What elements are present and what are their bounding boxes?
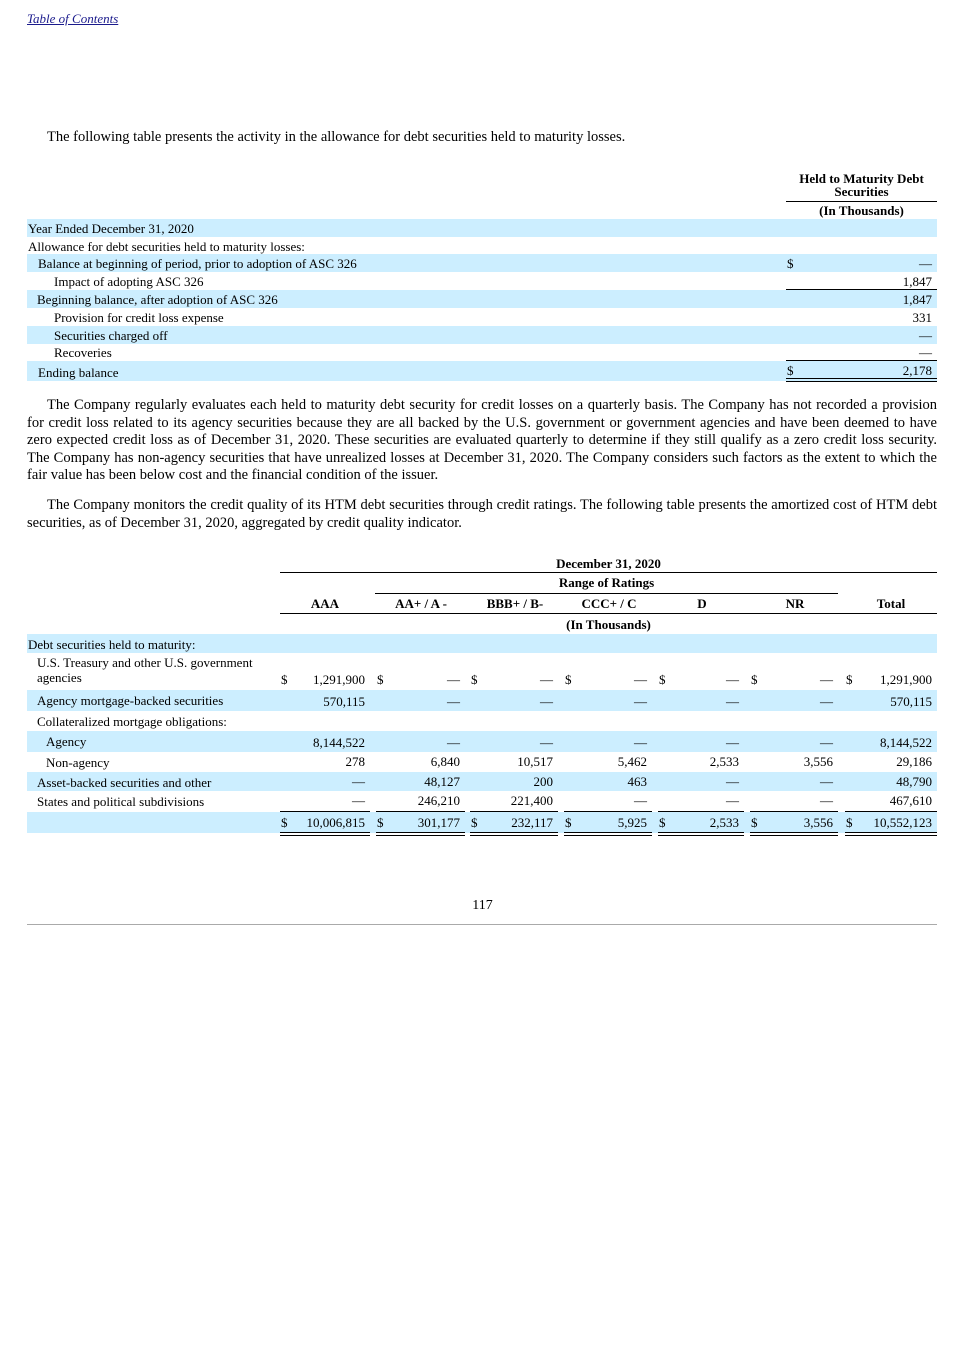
table2-total-currency: $ [377,815,384,830]
table2-column-header: AA+ / A - [395,596,447,611]
table1-row-label: Provision for credit loss expense [54,310,224,325]
table2-value: — [634,672,647,687]
table2-value: 29,186 [896,754,932,769]
table2-column-header: D [697,596,707,611]
table2-row [27,752,937,772]
table1-row [27,254,937,272]
table2-value: 8,144,522 [313,735,365,750]
intro-paragraph: The following table presents the activity in the allowance for debt securities held to maturity losses. [47,129,626,145]
table2-value: — [726,774,739,789]
table2-column-header: CCC+ / C [581,596,637,611]
table2-value: — [634,735,647,750]
table2-value: 6,840 [430,754,460,769]
table2-value: 5,462 [617,754,647,769]
table2-row [27,634,937,653]
table1-row [27,343,937,360]
table2-row-label: Debt securities held to maturity: [28,637,196,652]
table1-value: — [919,328,932,343]
table2-value: — [820,735,833,750]
table1-value: — [919,345,932,360]
table2-value: — [540,735,553,750]
table2-total-value: 10,552,123 [873,815,932,830]
table2-value: — [726,672,739,687]
table1-row [27,272,937,289]
page-number: 117 [472,898,493,913]
table2-value: 1,291,900 [313,672,365,687]
table2-currency: $ [281,672,288,687]
table2-value: 10,517 [517,754,553,769]
table2-value: 467,610 [889,793,932,808]
table2-value: — [447,735,460,750]
table2-value: — [540,694,553,709]
credit-loss-paragraph: The Company regularly evaluates each held to maturity debt security for credit losses on a quarterly basis. The Company has not recorded a provision for credit loss related to its agency securities because they are all backed by the U.S. government or government agencies and have been deemed to have zero expected credit loss as of December 31, 2020. These securities are evaluated quarterly to determine if they still qualify as a zero credit loss security. The Company has non-agency securities that have unrealized losses at December 31, 2020. The Company considers such factors as the extent to which the fair value has been below cost and the financial condition of the issuer. [27,397,937,484]
table2-value: 2,533 [709,754,739,769]
table2-row [27,791,937,810]
table-of-contents-link[interactable]: Table of Contents [27,11,119,26]
table2-value: 570,115 [890,694,932,709]
table2-total-value: 10,006,815 [306,815,365,830]
table1-row [27,326,937,344]
table1-row-label: Impact of adopting ASC 326 [54,274,204,289]
table2-column-header: BBB+ / B- [486,596,544,611]
table2-total-value: 301,177 [417,815,460,830]
table1-row-label: Balance at beginning of period, prior to adoption of ASC 326 [38,256,357,271]
table2-row-label: Non-agency [46,755,110,770]
table2-total-row [27,812,937,833]
table2-value: — [726,735,739,750]
table2-value: — [447,672,460,687]
table2-value: — [447,694,460,709]
table2-value: — [726,793,739,808]
table2-column-header: NR [785,596,805,611]
table2-value: — [352,793,365,808]
table2-row [27,711,937,731]
table1-currency: $ [787,363,794,378]
table1-value: 1,847 [902,292,932,307]
table2-total-value: 5,925 [617,815,647,830]
table2-total-currency: $ [471,815,478,830]
table2-value: — [726,694,739,709]
table2-column-header: Total [876,596,906,611]
table2-currency: $ [846,672,853,687]
table2-total-currency: $ [751,815,758,830]
table2-value: — [634,793,647,808]
table2-value: — [820,793,833,808]
table1-row-label: Recoveries [54,345,112,360]
table2-value: 48,127 [424,774,460,789]
table2-column-header: AAA [310,596,340,611]
table2-row-label: U.S. Treasury and other U.S. government agencies [37,655,253,685]
table2-row [27,690,937,711]
table2-value: 1,291,900 [880,672,932,687]
table1-value: — [919,256,932,271]
table1-value: 1,847 [902,274,932,289]
table2-value: 200 [533,774,553,789]
table1-value: 331 [912,310,932,325]
table2-row [27,653,937,690]
table2-value: — [820,774,833,789]
table2-row [27,731,937,752]
table2-value: 463 [627,774,647,789]
table2-value: 221,400 [510,793,553,808]
table1-value: 2,178 [902,363,932,378]
table2-value: — [540,672,553,687]
table1-row [27,219,937,237]
table2-currency: $ [659,672,666,687]
table2-total-value: 2,533 [709,815,739,830]
table2-total-currency: $ [565,815,572,830]
table1-row-label: Securities charged off [54,328,168,343]
table2-total-currency: $ [846,815,853,830]
table2-value: 3,556 [803,754,833,769]
table2-total-value: 3,556 [803,815,833,830]
table2-currency: $ [471,672,478,687]
table2-currency: $ [377,672,384,687]
table1-row-label: Year Ended December 31, 2020 [28,221,194,236]
table1-row-label: Allowance for debt securities held to maturity losses: [28,239,305,254]
table1-row [27,290,937,308]
table1-column-header: Held to Maturity Debt Securities [799,171,924,199]
table1-row-label: Beginning balance, after adoption of ASC 326 [37,292,278,307]
table2-value: — [820,694,833,709]
credit-quality-paragraph: The Company monitors the credit quality of its HTM debt securities through credit ratings. The following table presents the amortized cost of HTM debt securities, as of December 31, 2020, aggregated by credit quality indicator. [27,497,937,531]
table2-value: 48,790 [896,774,932,789]
table2-value: — [634,694,647,709]
table2-row [27,772,937,791]
table2-total-currency: $ [281,815,288,830]
table2-row-label: Agency [46,734,87,749]
table2-value: 8,144,522 [880,735,932,750]
table2-value: 246,210 [417,793,460,808]
table2-value: — [352,774,365,789]
table2-row-label: States and political subdivisions [37,794,205,809]
table1-row-label: Ending balance [38,365,119,380]
table1-row [27,308,937,325]
table1-currency: $ [787,256,794,271]
table2-currency: $ [565,672,572,687]
table2-total-value: 232,117 [511,815,553,830]
table1-row [27,237,937,254]
table2-row-label: Asset-backed securities and other [37,775,212,790]
table2-currency: $ [751,672,758,687]
table2-units: (In Thousands) [566,617,651,632]
table2-value: 570,115 [323,694,365,709]
table2-range-header: Range of Ratings [558,575,655,590]
table2-row-label: Collateralized mortgage obligations: [37,714,227,729]
table2-date-header: December 31, 2020 [556,556,661,571]
table1-units: (In Thousands) [819,203,904,218]
table2-row-label: Agency mortgage-backed securities [37,693,224,708]
table2-value: 278 [345,754,365,769]
table2-value: — [820,672,833,687]
table2-total-currency: $ [659,815,666,830]
